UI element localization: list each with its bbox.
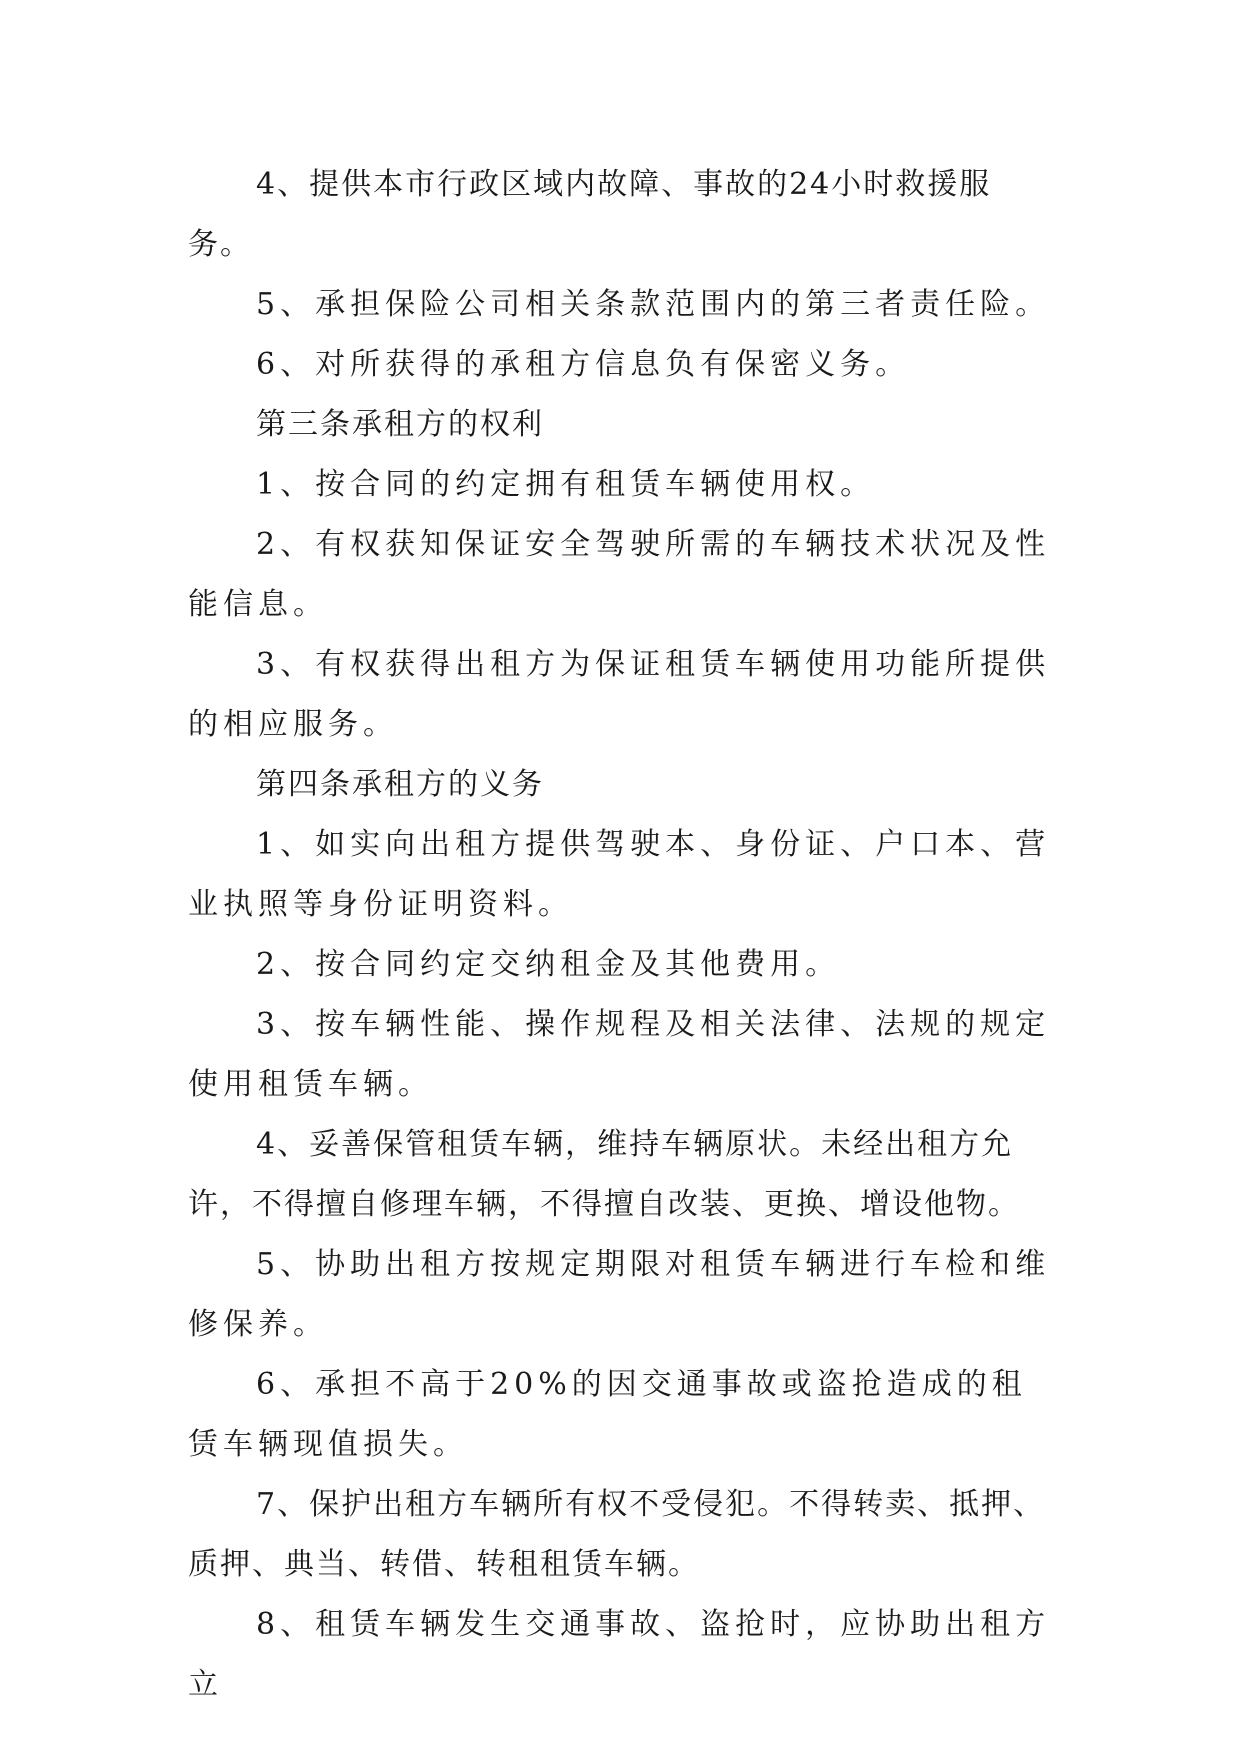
paragraph-lessor-duty-5: 5、承担保险公司相关条款范围内的第三者责任险。 xyxy=(256,287,1051,322)
paragraph-lessor-duty-4: 4、提供本市行政区域内故障、事故的24小时救援服务。 xyxy=(188,167,992,262)
paragraph-lessee-right-2: 2、有权获知保证安全驾驶所需的车辆技术状况及性能信息。 xyxy=(188,527,1051,622)
section-heading-article-4: 第四条承租方的义务 xyxy=(256,767,544,802)
document-page xyxy=(188,155,1054,1715)
paragraph-lessee-duty-3: 3、按车辆性能、操作规程及相关法律、法规的规定使用租赁车辆。 xyxy=(188,1007,1051,1102)
paragraph-lessee-duty-6: 6、承担不高于20%的因交通事故或盗抢造成的租赁车辆现值损失。 xyxy=(188,1367,1027,1462)
paragraph-lessee-duty-8: 8、租赁车辆发生交通事故、盗抢时，应协助出租方立 xyxy=(188,1607,1051,1702)
paragraph-lessee-duty-5: 5、协助出租方按规定期限对租赁车辆进行车检和维修保养。 xyxy=(188,1247,1051,1342)
paragraph-lessor-duty-6: 6、对所获得的承租方信息负有保密义务。 xyxy=(256,347,911,382)
section-heading-article-3: 第三条承租方的权利 xyxy=(256,407,544,442)
paragraph-lessee-duty-2: 2、按合同约定交纳租金及其他费用。 xyxy=(256,947,841,982)
paragraph-lessee-duty-4: 4、妥善保管租赁车辆，维持车辆原状。未经出租方允许，不得擅自修理车辆，不得擅自改装、更换、增设他物。 xyxy=(188,1127,1020,1222)
paragraph-lessee-duty-7: 7、保护出租方车辆所有权不受侵犯。不得转卖、抵押、质押、典当、转借、转租租赁车辆。 xyxy=(188,1487,1046,1582)
paragraph-lessee-right-1: 1、按合同的约定拥有租赁车辆使用权。 xyxy=(256,467,876,502)
paragraph-lessee-right-3: 3、有权获得出租方为保证租赁车辆使用功能所提供的相应服务。 xyxy=(188,647,1051,742)
paragraph-lessee-duty-1: 1、如实向出租方提供驾驶本、身份证、户口本、营业执照等身份证明资料。 xyxy=(188,827,1051,922)
